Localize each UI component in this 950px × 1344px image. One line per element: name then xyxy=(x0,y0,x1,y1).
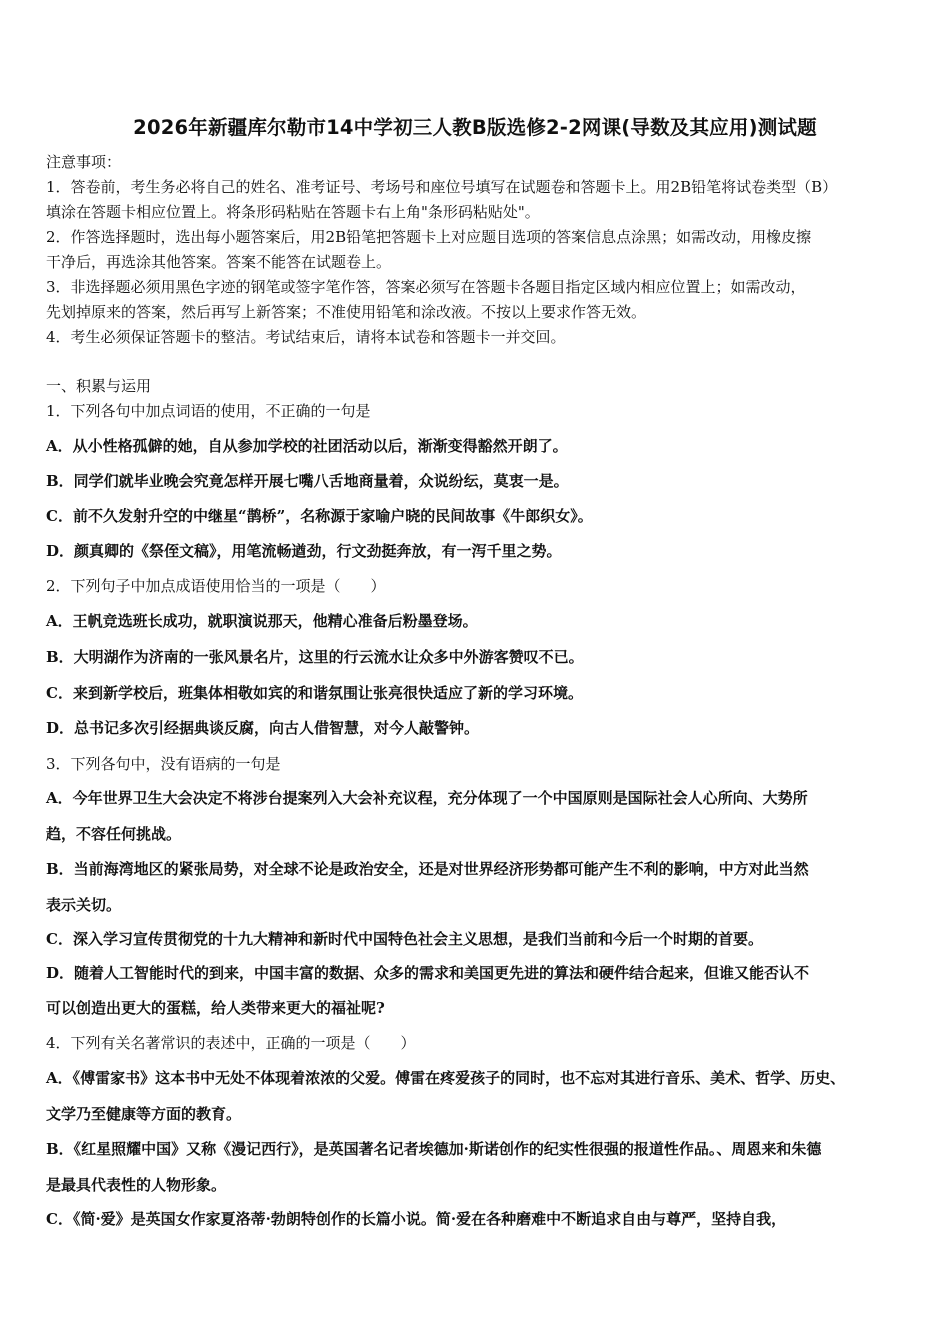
notice-line: 填涂在答题卡相应位置上。将条形码粘贴在答题卡右上角"条形码粘贴处"。 xyxy=(46,203,540,221)
question-stem: 2．下列句子中加点成语使用恰当的一项是（ ） xyxy=(46,577,386,595)
question-option-continued: 趋，不容任何挑战。 xyxy=(46,825,182,843)
question-option: A．今年世界卫生大会决定不将涉台提案列入大会补充议程，充分体现了一个中国原则是国际社会人心所向、大势所 xyxy=(46,789,808,807)
question-option: A．从小性格孤僻的她，自从参加学校的社团活动以后，渐渐变得豁然开朗了。 xyxy=(46,437,568,455)
question-option: B．同学们就毕业晚会究竟怎样开展七嘴八舌地商量着，众说纷纭，莫衷一是。 xyxy=(46,472,569,490)
question-option: C．前不久发射升空的中继星“鹊桥”，名称源于家喻户晓的民间故事《牛郎织女》。 xyxy=(46,507,593,525)
notice-line: 2．作答选择题时，选出每小题答案后，用2B铅笔把答题卡上对应题目选项的答案信息点涂黑；如需改动，用橡皮擦 xyxy=(46,228,812,246)
question-option-continued: 可以创造出更大的蛋糕，给人类带来更大的福祉呢? xyxy=(46,999,385,1017)
question-stem: 4．下列有关名著常识的表述中，正确的一项是（ ） xyxy=(46,1034,416,1052)
section-heading: 一、积累与运用 xyxy=(46,377,152,395)
question-option: C．深入学习宣传贯彻党的十九大精神和新时代中国特色社会主义思想，是我们当前和今后一个时期的首要。 xyxy=(46,930,763,948)
page-title: 2026年新疆库尔勒市14中学初三人教B版选修2-2网课(导数及其应用)测试题 xyxy=(133,116,817,139)
question-option-continued: 是最具代表性的人物形象。 xyxy=(46,1176,227,1194)
question-stem: 1．下列各句中加点词语的使用，不正确的一句是 xyxy=(46,402,371,420)
question-option: C．《简·爱》是英国女作家夏洛蒂·勃朗特创作的长篇小说。简·爱在各种磨难中不断追求自由与尊严，坚持自我， xyxy=(46,1210,787,1228)
notice-line: 4．考生必须保证答题卡的整洁。考试结束后，请将本试卷和答题卡一并交回。 xyxy=(46,328,566,346)
question-stem: 3．下列各句中，没有语病的一句是 xyxy=(46,755,281,773)
question-option: B．《红星照耀中国》又称《漫记西行》，是英国著名记者埃德加·斯诺创作的纪实性很强的报道性作品。、周恩来和朱德 xyxy=(46,1140,822,1158)
notice-line: 1．答卷前，考生务必将自己的姓名、准考证号、考场号和座位号填写在试题卷和答题卡上。用2B铅笔将试卷类型（B） xyxy=(46,178,838,196)
notice-line: 先划掉原来的答案，然后再写上新答案；不准使用铅笔和涂改液。不按以上要求作答无效。 xyxy=(46,303,647,321)
notice-heading: 注意事项： xyxy=(46,153,122,171)
question-option: D．颜真卿的《祭侄文稿》，用笔流畅遒劲，行文劲挺奔放，有一泻千里之势。 xyxy=(46,542,562,560)
question-option: B．大明湖作为济南的一张风景名片，这里的行云流水让众多中外游客赞叹不已。 xyxy=(46,648,584,666)
question-option: A．《傅雷家书》这本书中无处不体现着浓浓的父爱。傅雷在疼爱孩子的同时，也不忘对其进行音乐、美术、哲学、历史、 xyxy=(46,1069,846,1087)
notice-line: 干净后，再选涂其他答案。答案不能答在试题卷上。 xyxy=(46,253,392,271)
question-option: B．当前海湾地区的紧张局势，对全球不论是政治安全，还是对世界经济形势都可能产生不利的影响，中方对此当然 xyxy=(46,860,809,878)
question-option: D．随着人工智能时代的到来，中国丰富的数据、众多的需求和美国更先进的算法和硬件结合起来，但谁又能否认不 xyxy=(46,964,810,982)
question-option-continued: 文学乃至健康等方面的教育。 xyxy=(46,1105,242,1123)
question-option: C．来到新学校后，班集体相敬如宾的和谐氛围让张亮很快适应了新的学习环境。 xyxy=(46,684,583,702)
question-option: A．王帆竞选班长成功，就职演说那天，他精心准备后粉墨登场。 xyxy=(46,612,478,630)
notice-line: 3．非选择题必须用黑色字迹的钢笔或签字笔作答，答案必须写在答题卡各题目指定区域内相应位置上；如需改动， xyxy=(46,278,806,296)
question-option: D．总书记多次引经据典谈反腐，向古人借智慧，对今人敲警钟。 xyxy=(46,719,480,737)
question-option-continued: 表示关切。 xyxy=(46,896,122,914)
